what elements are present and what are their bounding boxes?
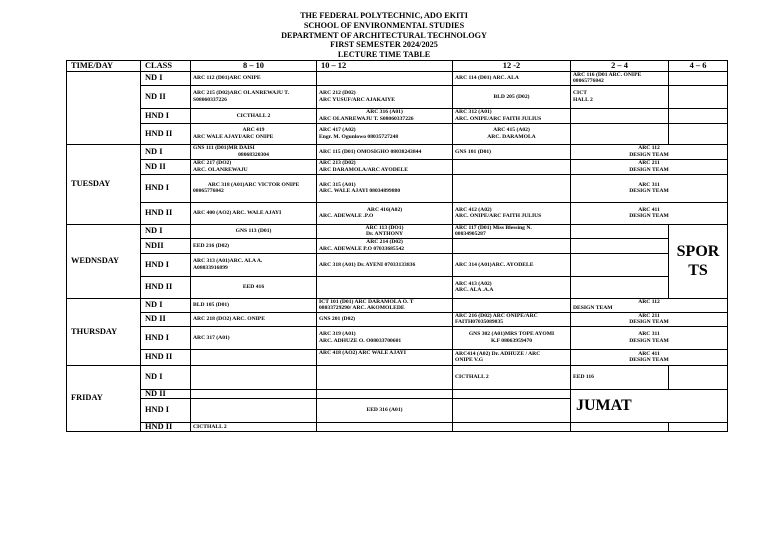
course-text: ARC. OLANREWAJU <box>193 166 248 173</box>
course-text: ARC. ONIPE/ARC FAITH JULIUS <box>455 115 542 122</box>
slot-cell <box>571 238 669 253</box>
slot-cell <box>669 108 728 123</box>
slot-cell <box>571 298 728 312</box>
course-text: DESIGN TEAM <box>629 166 669 173</box>
class-cell: ND I <box>141 144 191 159</box>
course-text: ARC 216 (D02) ARC ONIPE/ARC <box>455 312 538 319</box>
table-row <box>67 202 728 224</box>
slot-cell <box>669 72 728 86</box>
slot-cell <box>191 326 317 349</box>
slot-cell <box>191 108 317 123</box>
school-name: SCHOOL OF ENVIRONMENTAL STUDIES <box>303 20 465 30</box>
semester-label: FIRST SEMESTER 2024/2025 <box>330 40 438 50</box>
slot-cell <box>453 159 571 174</box>
class-cell: ND II <box>141 159 191 174</box>
slot-cell <box>571 276 669 298</box>
slot-cell <box>191 298 317 312</box>
slot-cell <box>453 224 571 238</box>
slot-cell <box>191 312 317 326</box>
slot-cell <box>191 144 317 159</box>
class-cell: ND II <box>141 312 191 326</box>
day-cell-wednesday: WEDNSDAY <box>67 224 141 298</box>
slot-cell <box>191 174 317 202</box>
slot-cell <box>191 365 317 389</box>
course-text: ARC. ADHUZE O. O08033700601 <box>319 337 402 344</box>
slot-cell <box>669 365 728 389</box>
course-text: HALL 2 <box>573 96 593 103</box>
day-cell-first <box>67 72 141 145</box>
slot-cell <box>571 326 728 349</box>
course-text: ARC 116 (D01 ARC. ONIPE <box>573 72 642 78</box>
slot-cell <box>571 202 728 224</box>
table-row <box>67 298 728 312</box>
course-text: S08060337226 <box>193 96 227 103</box>
slot-cell <box>669 85 728 108</box>
slot-cell <box>191 389 317 398</box>
course-text: 08065776842 <box>193 188 224 195</box>
class-cell: ND I <box>141 72 191 86</box>
slot-cell <box>317 202 453 224</box>
slot-cell <box>453 72 571 86</box>
course-text: ARC 315 (A01) <box>319 181 356 188</box>
slot-cell <box>571 159 728 174</box>
slot-cell <box>317 224 453 238</box>
course-text: ARC 316 (A01) <box>366 109 403 116</box>
slot-cell <box>571 253 669 276</box>
slot-cell <box>453 108 571 123</box>
course-text: BLD 205 (D02) <box>493 93 530 100</box>
course-text: FAITH07035089835 <box>455 319 504 326</box>
slot-cell <box>571 365 669 389</box>
slot-cell <box>669 422 728 431</box>
class-cell: ND II <box>141 389 191 398</box>
slot-cell <box>317 238 453 253</box>
slot-cell <box>317 253 453 276</box>
course-text: Dr. ANTHONY <box>365 231 404 238</box>
slot-cell <box>317 174 453 202</box>
course-text: ARC 215 (D02)ARC OLANREWAJU T. <box>193 90 289 97</box>
slot-cell <box>453 326 571 349</box>
slot-cell <box>317 144 453 159</box>
table-row <box>67 174 728 202</box>
slot-cell <box>191 159 317 174</box>
slot-cell <box>191 398 317 422</box>
slot-cell <box>453 365 571 389</box>
header-slot-1: 8 – 10 <box>191 61 317 72</box>
table-row <box>67 253 728 276</box>
slot-cell <box>191 224 317 238</box>
course-text: ARC. ADEWALE .P.O <box>319 213 374 220</box>
slot-cell <box>571 144 728 159</box>
course-text: ARC 317 (A01) <box>193 334 230 341</box>
course-text: DESIGN TEAM <box>573 305 613 312</box>
course-text: ARC414 (A02) Dr. ADHUZE / ARC <box>455 350 541 357</box>
table-row <box>67 365 728 389</box>
table-row <box>67 312 728 326</box>
course-text: ARC 218 (DO2) ARC. ONIPE <box>193 316 265 323</box>
class-cell: HND I <box>141 108 191 123</box>
course-text: ARC 112 <box>638 145 660 152</box>
table-row <box>67 123 728 144</box>
slot-cell <box>317 422 453 431</box>
slot-cell <box>453 123 571 144</box>
slot-cell <box>317 159 453 174</box>
class-cell: HND II <box>141 123 191 144</box>
institution-name: THE FEDERAL POLYTECHNIC, ADO EKITI <box>300 11 468 20</box>
course-text: GNS 101 (D01) <box>455 148 492 155</box>
course-text: ICT 101 (D01) ARC DARAMOLA O. T <box>319 298 414 305</box>
course-text: ARC 419 <box>242 127 265 134</box>
table-row <box>67 159 728 174</box>
table-row <box>67 349 728 365</box>
table-row <box>67 276 728 298</box>
header-slot-4: 2 – 4 <box>571 61 669 72</box>
slot-cell <box>317 298 453 312</box>
course-text: A08033916899 <box>193 264 228 271</box>
slot-cell <box>453 398 571 422</box>
slot-cell <box>453 85 571 108</box>
document-title: LECTURE TIME TABLE <box>337 50 431 60</box>
day-cell-tuesday: TUESDAY <box>67 144 141 224</box>
slot-cell <box>453 298 571 312</box>
course-text: ARC. DARAMOLA <box>487 133 536 140</box>
course-text: ARC. ALA .A.A <box>455 287 494 294</box>
class-cell: HND II <box>141 202 191 224</box>
header-class: CLASS <box>141 61 191 72</box>
course-text: ARC YUSUF/ARC AJAKAIYE <box>319 96 395 103</box>
slot-cell <box>191 276 317 298</box>
day-cell-thursday: THURSDAY <box>67 298 141 365</box>
header-slot-3: 12 -2 <box>453 61 571 72</box>
table-row <box>67 224 728 238</box>
slot-cell <box>453 422 571 431</box>
course-text: EED 216 (D02) <box>193 242 230 249</box>
slot-cell <box>453 174 571 202</box>
slot-cell <box>317 326 453 349</box>
course-text: ARC 113 (DO1) <box>365 224 404 231</box>
class-cell: ND I <box>141 365 191 389</box>
class-cell: HND II <box>141 276 191 298</box>
slot-cell <box>317 365 453 389</box>
slot-cell <box>571 312 728 326</box>
course-text: ARC 318 (A01)ARC VICTOR ONIPE <box>207 181 300 188</box>
header-slot-5: 4 – 6 <box>669 61 728 72</box>
slot-cell <box>571 123 669 144</box>
course-text: BLD 105 (D01) <box>193 302 230 309</box>
course-text: EED 316 (A01) <box>366 407 403 414</box>
slot-cell <box>453 202 571 224</box>
course-text: ARC 418 (AO2) ARC WALE AJAYI <box>319 349 406 356</box>
slot-cell <box>191 123 317 144</box>
course-text: ARC 312 (A01) <box>455 109 492 116</box>
slot-cell <box>317 389 453 398</box>
course-text: ARC 112 (D01)ARC ONIPE <box>193 75 261 82</box>
slot-cell <box>191 422 317 431</box>
course-text: ARC 211 <box>638 312 660 319</box>
course-text: DESIGN TEAM <box>629 357 669 364</box>
course-text: ARC 211 <box>638 160 660 167</box>
slot-cell <box>191 85 317 108</box>
course-text: ARC 400 (AO2) ARC. WALE AJAYI <box>193 210 282 217</box>
course-text: ARC 114 (D01) ARC. ALA <box>455 75 519 82</box>
course-text: ARC 313 (A01)ARC. ALA A. <box>193 258 263 265</box>
document-header <box>0 11 768 60</box>
slot-cell <box>317 72 453 86</box>
table-row <box>67 389 728 398</box>
table-row <box>67 144 728 159</box>
course-text: ARC 417 (A02) <box>319 127 356 134</box>
slot-cell <box>453 389 571 398</box>
class-cell: HND I <box>141 174 191 202</box>
slot-cell <box>571 422 669 431</box>
course-text: ARC 214 (D02) <box>366 239 403 246</box>
course-text: Engr. M. Ogunlowo 08035727248 <box>319 133 399 140</box>
slot-cell <box>191 202 317 224</box>
course-text: ONIPE V.G <box>455 357 484 364</box>
course-text: DESIGN TEAM <box>629 188 669 195</box>
slot-cell <box>571 72 669 86</box>
slot-cell <box>453 312 571 326</box>
header-timeday: TIME/DAY <box>67 61 141 72</box>
course-text: DESIGN TEAM <box>629 337 669 344</box>
sports-cell: SPOR TS <box>669 224 728 298</box>
slot-cell <box>453 238 571 253</box>
slot-cell <box>317 398 453 422</box>
course-text: ARC 311 <box>638 181 660 188</box>
jumat-cell: JUMAT <box>571 389 728 422</box>
course-text: K.F 08063959470 <box>490 337 533 344</box>
course-text: ARC 318 (A01) Dr. AYENI 07033133836 <box>319 261 416 268</box>
slot-cell <box>453 349 571 365</box>
slot-cell <box>191 72 317 86</box>
course-text: GNS 113 (D01) <box>235 228 272 235</box>
department-name: DEPARTMENT OF ARCHITECTURAL TECHNOLOGY <box>281 30 487 40</box>
course-text: ARC 217 (DO2) <box>193 160 232 167</box>
slot-cell <box>571 85 669 108</box>
timetable <box>66 60 728 432</box>
slot-cell <box>571 349 728 365</box>
slot-cell <box>191 238 317 253</box>
course-text: ARC OLANREWAJU T. S08060337226 <box>319 115 414 122</box>
course-text: CICTHALL 2 <box>236 112 271 119</box>
class-cell: NDII <box>141 238 191 253</box>
slot-cell <box>191 253 317 276</box>
slot-cell <box>317 276 453 298</box>
course-text: ARC 314 (A01)ARC. AYODELE <box>455 261 534 268</box>
course-text: ARC 319 (A01) <box>319 331 356 338</box>
course-text: 08068320304 <box>238 151 269 158</box>
course-text: ARC DARAMOLA/ARC AYODELE <box>319 166 408 173</box>
table-row <box>67 108 728 123</box>
table-row <box>67 422 728 431</box>
course-text: ARC WALE AJAYI/ARC ONIPE <box>193 133 274 140</box>
course-text: 08065776842 <box>573 78 604 85</box>
slot-cell <box>317 123 453 144</box>
table-row <box>67 72 728 86</box>
course-text: ARC. WALE AJAYI 08034899880 <box>319 188 401 195</box>
course-text: ARC. ADEWALE P.O 07033685542 <box>319 245 405 252</box>
course-text: ARC 415 (A02) <box>493 127 530 134</box>
course-text: ARC 411 <box>638 206 660 213</box>
course-text: DESIGN TEAM <box>629 319 669 326</box>
class-cell: ND II <box>141 85 191 108</box>
slot-cell <box>317 108 453 123</box>
slot-cell <box>453 253 571 276</box>
slot-cell <box>317 85 453 108</box>
course-text: ARC 412 (A02) <box>455 206 492 213</box>
course-text: DESIGN TEAM <box>629 213 669 220</box>
table-row <box>67 85 728 108</box>
slot-cell <box>571 224 669 238</box>
course-text: ARC 311 <box>638 331 660 338</box>
course-text: CICTHALL 2 <box>193 423 227 430</box>
course-text: ARC 117 (D01) Miss Blessing N. <box>455 224 532 231</box>
slot-cell <box>317 312 453 326</box>
class-cell: HND II <box>141 422 191 431</box>
day-cell-friday: FRIDAY <box>67 365 141 431</box>
header-slot-2: 10 – 12 <box>317 61 453 72</box>
course-text: CICT <box>573 90 587 97</box>
course-text: ARC 411 <box>638 350 660 357</box>
course-text: GNS 111 (D01)MR DAISI <box>193 145 255 152</box>
table-header-row <box>67 61 728 72</box>
slot-cell <box>453 276 571 298</box>
course-text: GNS 302 (A01)MRS TOPE AYOMI <box>468 331 555 338</box>
course-text: ARC 112 <box>638 298 660 305</box>
table-row <box>67 238 728 253</box>
course-text: GNS 201 (D02) <box>319 316 356 323</box>
slot-cell <box>571 108 669 123</box>
slot-cell <box>669 123 728 144</box>
course-text: CICTHALL 2 <box>455 374 489 381</box>
class-cell: HND I <box>141 398 191 422</box>
course-text: DESIGN TEAM <box>629 151 669 158</box>
course-text: 08034905287 <box>455 231 486 238</box>
course-text: ARC. ONIPE/ARC FAITH JULIUS <box>455 213 542 220</box>
table-row <box>67 326 728 349</box>
course-text: ARC 213 (D02) <box>319 160 356 167</box>
slot-cell <box>317 349 453 365</box>
class-cell: HND II <box>141 349 191 365</box>
slot-cell <box>571 174 728 202</box>
course-text: 08033729290/ ARC. AKOMOLEDE <box>319 305 405 312</box>
class-cell: ND I <box>141 298 191 312</box>
class-cell: HND I <box>141 253 191 276</box>
course-text: ARC 416(A02) <box>366 206 403 213</box>
course-text: EED 116 <box>573 374 594 381</box>
course-text: EED 416 <box>242 284 265 291</box>
course-text: ARC 115 (D01) OMOSIGHO 08038243844 <box>319 148 422 155</box>
slot-cell <box>191 349 317 365</box>
course-text: ARC 413 (A02) <box>455 280 492 287</box>
class-cell: ND I <box>141 224 191 238</box>
course-text: ARC 212 (D02) <box>319 90 356 97</box>
class-cell: HND I <box>141 326 191 349</box>
slot-cell <box>453 144 571 159</box>
